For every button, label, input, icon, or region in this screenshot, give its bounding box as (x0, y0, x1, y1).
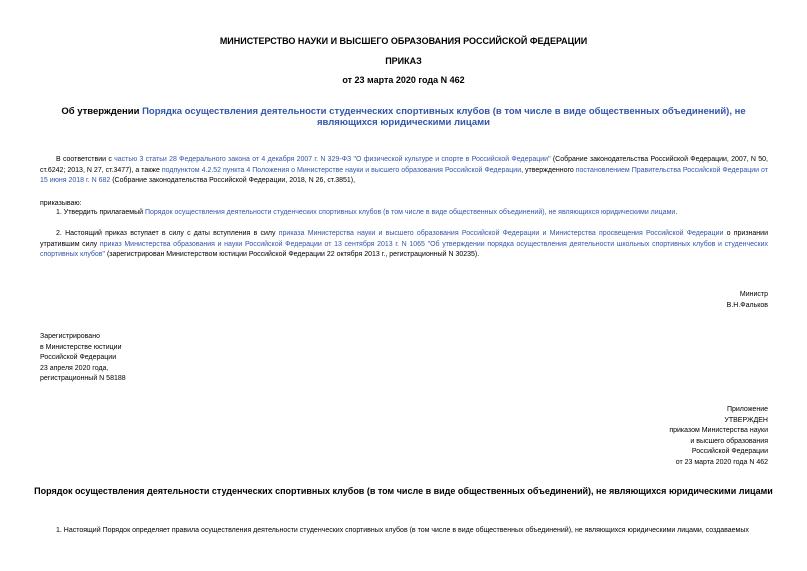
approval-line-5: Российской Федерации (691, 448, 768, 455)
item-2-paragraph (40, 229, 768, 261)
intro-paragraph (40, 155, 768, 187)
point-1-paragraph: 1. Настоящий Порядок определяет правила осуществления деятельности студенческих спортивных клубов (в том числе в виде общественных объединений), не являющихся юридическими лицами, создаваемых (56, 527, 749, 534)
doc-type-heading: ПРИКАЗ (385, 56, 422, 66)
order-word: приказываю: (40, 200, 82, 207)
registration-line-4: 23 апреля 2020 года, (40, 364, 109, 372)
date-number-heading: от 23 марта 2020 года N 462 (342, 75, 465, 85)
signature-block (727, 290, 768, 311)
intro-text-2: (Собрание законодательства Российской Федерации, 2007, N 50, ст.6242; 2013, N 27, ст.3477), а также (40, 156, 768, 174)
intro-text-3: , утвержденного (521, 166, 576, 174)
item-1-text-2: . (675, 209, 678, 216)
procedure-link[interactable]: Порядок осуществления деятельности студенческих спортивных клубов (в том числе в виде общественных объединений), не являющихся юридическими лицами (144, 209, 676, 216)
registration-line-1: Зарегистрировано (40, 333, 100, 340)
approval-line-3: приказом Министерства науки (669, 427, 768, 434)
registration-block (40, 332, 126, 385)
title-link[interactable]: Порядка осуществления деятельности студенческих спортивных клубов (в том числе в виде общественных объединений), не являющихся юридическими лицами (142, 106, 746, 128)
approval-line-4: и высшего образования (690, 437, 768, 445)
resolution-link[interactable]: постановлением Правительства Российской Федерации от 15 июня 2018 г. N 682 (40, 166, 768, 184)
registration-line-3: Российской Федерации (40, 354, 117, 361)
repealed-order-link[interactable]: приказ Министерства образования и науки Российской Федерации от 13 сентября 2013 г. N 1065 "Об утверждении порядка осуществления деятельности школьных спортивных клубов и студенческих спортивных клубов" (40, 240, 768, 258)
signature-position: Министр (739, 291, 768, 298)
item-1-paragraph (40, 208, 768, 219)
item-2-text-1: 2. Настоящий приказ вступает в силу с даты вступления в силу (56, 230, 279, 237)
approval-line-1: Приложение (726, 406, 768, 413)
approval-line-6: от 23 марта 2020 года N 462 (675, 458, 768, 466)
intro-text-4: (Собрание законодательства Российской Федерации, 2018, N 26, ст.3851), (110, 177, 356, 184)
signature-name: В.Н.Фальков (726, 301, 768, 309)
approval-line-2: УТВЕРЖДЕН (724, 416, 768, 424)
approval-block (669, 405, 768, 468)
document-title (40, 106, 767, 128)
registration-line-5: регистрационный N 58188 (40, 375, 126, 382)
item-2-text-2: о признании утратившим силу (40, 230, 768, 248)
ministry-heading: МИНИСТЕРСТВО НАУКИ И ВЫСШЕГО ОБРАЗОВАНИЯ РОССИЙСКОЙ ФЕДЕРАЦИИ (219, 36, 588, 46)
joint-order-link[interactable]: приказа Министерства науки и высшего образования Российской Федерации и Министерства просвещения Российской Федерации (278, 230, 724, 237)
item-2-text-3: (зарегистрирован Министерством юстиции Российской Федерации 22 октября 2013 г., регистрационный N 30235). (105, 251, 480, 258)
intro-text-1: В соответствии с (56, 156, 115, 163)
law-link[interactable]: частью 3 статьи 28 Федерального закона от 4 декабря 2007 г. N 329-ФЗ "О физической культуре и спорте в Российской Федерации" (114, 156, 551, 163)
item-1-text-1: 1. Утвердить прилагаемый (56, 209, 145, 216)
regulation-link[interactable]: подпунктом 4.2.52 пункта 4 Положения о Министерстве науки и высшего образования Российской Федерации (161, 166, 522, 174)
title-prefix: Об утверждении (61, 106, 143, 117)
registration-line-2: в Министерстве юстиции (40, 343, 122, 351)
procedure-title: Порядок осуществления деятельности студенческих спортивных клубов (в том числе в виде общественных объединений), не являющихся юридическими лицами (34, 486, 773, 496)
